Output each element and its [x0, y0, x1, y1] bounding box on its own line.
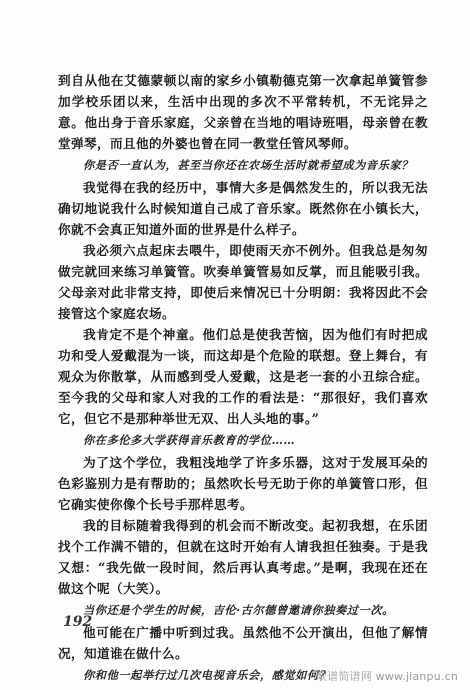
body-paragraph: 我觉得在我的经历中，事情大多是偶然发生的，所以我无法确切地说我什么时候知道自己成了音乐家。既然你在小镇长大，你就不会真正知道外面的世界是什么样子。	[58, 180, 428, 237]
interview-question: 你是否一直认为，甚至当你还在农场生活时就希望成为音乐家？	[83, 158, 414, 172]
body-paragraph: 我的目标随着我得到的机会而不断改变。起初我想，在乐团找个工作满不错的，但就在这时开始有人请我担任独奏。于是我又想：“我先做一段时间，然后再认真考虑。”是啊，我现在还在做这个呢（大笑）。	[58, 518, 428, 596]
watermark: 歌谱简谱网 www.jianpu.cn	[315, 670, 458, 683]
page-number: 192	[63, 614, 93, 630]
body-paragraph: 到自从他在艾德蒙顿以南的家乡小镇勒德克第一次拿起单簧管参加学校乐团以来，生活中出现的多次不平常转机，不无诧异之意。他出身于音乐家庭，父亲曾在当地的唱诗班唱，母亲曾在教堂弹琴，而且他的外婆也曾在同一教堂任管风琴师。	[58, 73, 428, 151]
body-paragraph: 他可能在广播中听到过我。虽然他不公开演出，但他了解情况，知道谁在做什么。	[58, 625, 428, 661]
interview-question: 你在多伦多大学获得音乐教育的学位……	[83, 433, 296, 447]
body-paragraph: 我肯定不是个神童。他们总是使我苦恼，因为他们有时把成功和受人爱戴混为一谈，而这却是个危险的联想。登上舞台，有观众为你散掌，从而感到受人爱戴，这是老一套的小丑综合症。至今我的父母和家人对我的工作的看法是：“那很好，我们喜欢它，但它不是那种举世无双、出人头地的事。”	[58, 327, 428, 426]
interview-question: 你和他一起举行过几次电视音乐会，感觉如何？	[83, 668, 331, 682]
body-paragraph: 我必须六点起床去喂牛，即使雨天亦不例外。但我总是匆匆做完就回来练习单簧管。吹奏单簧管易如反掌，而且能吸引我。父母亲对此非常支持，即使后来情况已十分明朗：我将因此不会接管这个家庭农场。	[58, 243, 428, 321]
body-paragraph: 为了这个学位，我粗浅地学了许多乐器，这对于发展耳朵的色彩鉴别力是有帮助的；虽然吹长号无助于你的单簧管口形，但它确实使你像个长号手那样思考。	[58, 455, 428, 512]
interview-question: 当你还是个学生的时候，吉伦·古尔德曾邀请你独奏过一次。	[83, 603, 394, 617]
body-text	[58, 70, 428, 687]
